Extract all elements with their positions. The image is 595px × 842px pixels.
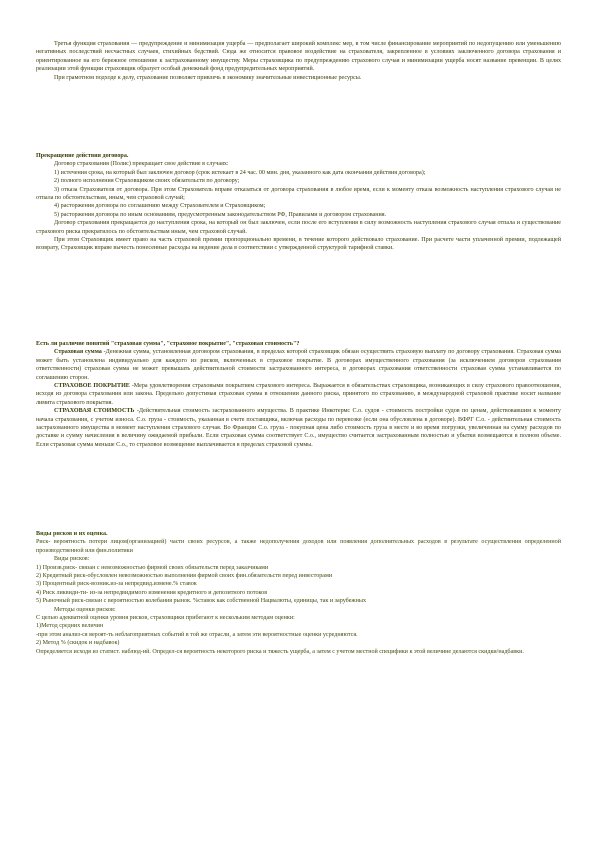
method-1-text: -при этом анализ-ся вероят-ть неблагоприятных событий в той же отрасли, а затем эти вероятностные оценки усредняются.	[36, 631, 358, 638]
paragraph-insured-value	[36, 407, 561, 449]
paragraph-coverage	[36, 382, 561, 407]
line-2: 1) истечения срока, на который был заключен договор (срок истекает в 24 час. 00 мин. дня, указанного как дата окончания действия договора);	[54, 169, 426, 176]
line-3: 2) полного исполнения Страховщиком своих обязательств по договору;	[54, 178, 240, 185]
text-insured-value: -Действительная стоимость застрахованного имущества. В практике Инкотермс С.о. судов - стоимость постройки судов по ценам, действовавшим к моменту начала страхования, с учетом износа. С.о. груза - стоимость, указанная в счете поставщика, включая расходы по перевозке (если она обусловлена в договоре). ВФРГ С.о. - действительная стоимость застрахованного имущества в момент наступления страхового случая. Во Франции С.о. груза - покупная цена либо стоимость груза в месте и во время погрузки, увеличенная на сумму расходов по доставке и сумму начисления в величину ожидаемой прибыли. Если страховая сумма соответствует С.о., имущество считается застрахованным полностью и убытки возмещаются в полном объеме. Если страховая сумма меньше С.о., то страховое возмещение выплачивается в пределах страховой суммы.	[36, 408, 561, 448]
paragraph-prevention: Третья функция страхования — предупреждение и минимизация ущерба — предполагает широкий комплекс мер, в том числе финансирование мероприятий по недопущению или уменьшению негативных последствий несчастных случаев, стихийных бедствий. Сюда же относится правовое воздействие на страхователя, закрепленное в условиях заключенного договора страхования и ориентированное на его бережное отношение к застрахованному имуществу. Меры страховщика по предупреждению страхового случая и минимизации ущерба носят название превенции. В целях реализации этой функции страховщик образует особый денежный фонд предупредительных мероприятий.	[36, 41, 561, 73]
paragraph-insured-sum	[36, 348, 561, 382]
paragraph-investment: При грамотном подходе к делу, страхование позволяет привлечь в экономику значительные инвестиционные ресурсы.	[54, 74, 362, 81]
line-7: Договор страхования прекращается до наступления срока, на который он был заключен, если после его вступления в силу возможность наступления страхового случая отпала и существование страхового риска прекратилось по обстоятельствам иным, чем страховой случай.	[36, 220, 561, 235]
line-5: 4) расторжения договора по соглашению между Страхователем и Страховщиком;	[54, 203, 266, 210]
term-coverage: СТРАХОВОЕ ПОКРЫТИЕ	[54, 383, 130, 390]
risk-item-5: 5) Рыночный риск-связан с вероятностью колебания рынок. %ставок как собственной Нацвалюты, единицы, так и зарубежных	[36, 598, 367, 605]
text-coverage: -Мера удовлетворения страховыми покрытием страхового интереса. Выражается в обязательствах страховщика, возникающих в силу страхового правоотношения, исходя из договора страхования или закона. Предельно допустимая страховая сумма в отношении данного риска, принятого по страхованию, в международной страховой практике носит название лимита страхового покрытия.	[36, 383, 561, 406]
risk-item-4: 4) Риск ликвидн-ти- из-за непредвидимого изменения кредитного и депозитного потоков	[36, 589, 268, 596]
method-2-title: 2) Метод % (скидок и надбавок)	[36, 640, 120, 647]
section-risk-types	[36, 530, 561, 656]
line-6: 5) расторжения договора по иным основаниям, предусмотренным законодательством РФ, Правилами и договором страхования.	[54, 211, 387, 218]
label-risk-kinds: Виды рисков:	[54, 556, 90, 563]
line-8: При этом Страховщик имеет право на часть страховой премии пропорционально времени, в течение которого действовало страхование. При расчете части уплаченной премии, подлежащей возврату, Страховщик вправе вычесть понесенные расходы на ведение дела в соответствии с утвержденной структурой тарифной ставки.	[36, 237, 561, 252]
term-insured-sum: Страховая сумма	[54, 349, 102, 356]
risk-item-3: 3) Процентный риск-возник.из-за непредвид.измене.% ставок	[36, 581, 197, 588]
paragraph-assessment-intro: С целью адекватной оценки уровня рисков, страховщики прибегают к нескольким методам оценки:	[36, 615, 295, 622]
heading-contract-termination: Прекращение действия договора.	[36, 153, 129, 159]
line-4: 3) отказа Страхователя от договора. При этом Страхователь вправе отказаться от договора страхования в любое время, если к моменту отказа возможность наступления страхового случая не отпала по обстоятельствам, иным, чем страховой случай;	[36, 186, 561, 202]
section-contract-termination	[36, 152, 561, 253]
method-2-text: Определяется исходя из статист. наблюд-ий. Определ-ся вероятность некоторого риска и тяжесть ущерба, а затем с учетом местной специфики к этой величине делаются скидки/надбавки.	[36, 648, 524, 655]
heading-sum-coverage: Есть ли различие понятий "страховая сумма", "страховое покрытие", "страховая стоимость"?	[36, 341, 300, 347]
risk-item-2: 2) Кредитный риск-обусловлен невозможностью выполнения фирмой своих фин.обязательств перед инвесторами	[36, 573, 333, 580]
label-assessment-methods: Методы оценки рисков:	[54, 606, 116, 613]
section-insurance-functions	[36, 40, 561, 82]
line-1: Договор страхования (Полис) прекращает свое действие в случаях:	[54, 161, 229, 168]
heading-risk-types: Виды рисков и их оценка.	[36, 531, 108, 537]
method-1-title: 1)Метод средних величин	[36, 623, 104, 630]
section-sum-coverage-value	[36, 340, 561, 449]
term-insured-value: СТРАХОВАЯ СТОИМОСТЬ	[54, 408, 135, 415]
paragraph-risk-definition: Риск- вероятность потери лицом(организацией) части своих ресурсов, а также недополучения доходов или появления дополнительных расходов в результате осуществления определенной производственной или фин.политики	[36, 539, 561, 554]
risk-item-1: 1) Произв.риск- связан с невозможностью фирмой своих обязательств перед заказчиками	[36, 564, 269, 571]
text-insured-sum: -Денежная сумма, установленная договором страхования, в пределах которой страховщик обязан осуществить страховую выплату по договору страхования. Страховая сумма может быть установлена индивидуально для каждого из рисков, включенных в страховое покрытие. В договорах имущественного страхования (за исключением договоров страхования ответственности) страховая сумма не может превышать действительной стоимости застрахованного интереса, в договорах страхования ответственности страховая сумма устанавливается по соглашению сторон.	[36, 349, 562, 381]
